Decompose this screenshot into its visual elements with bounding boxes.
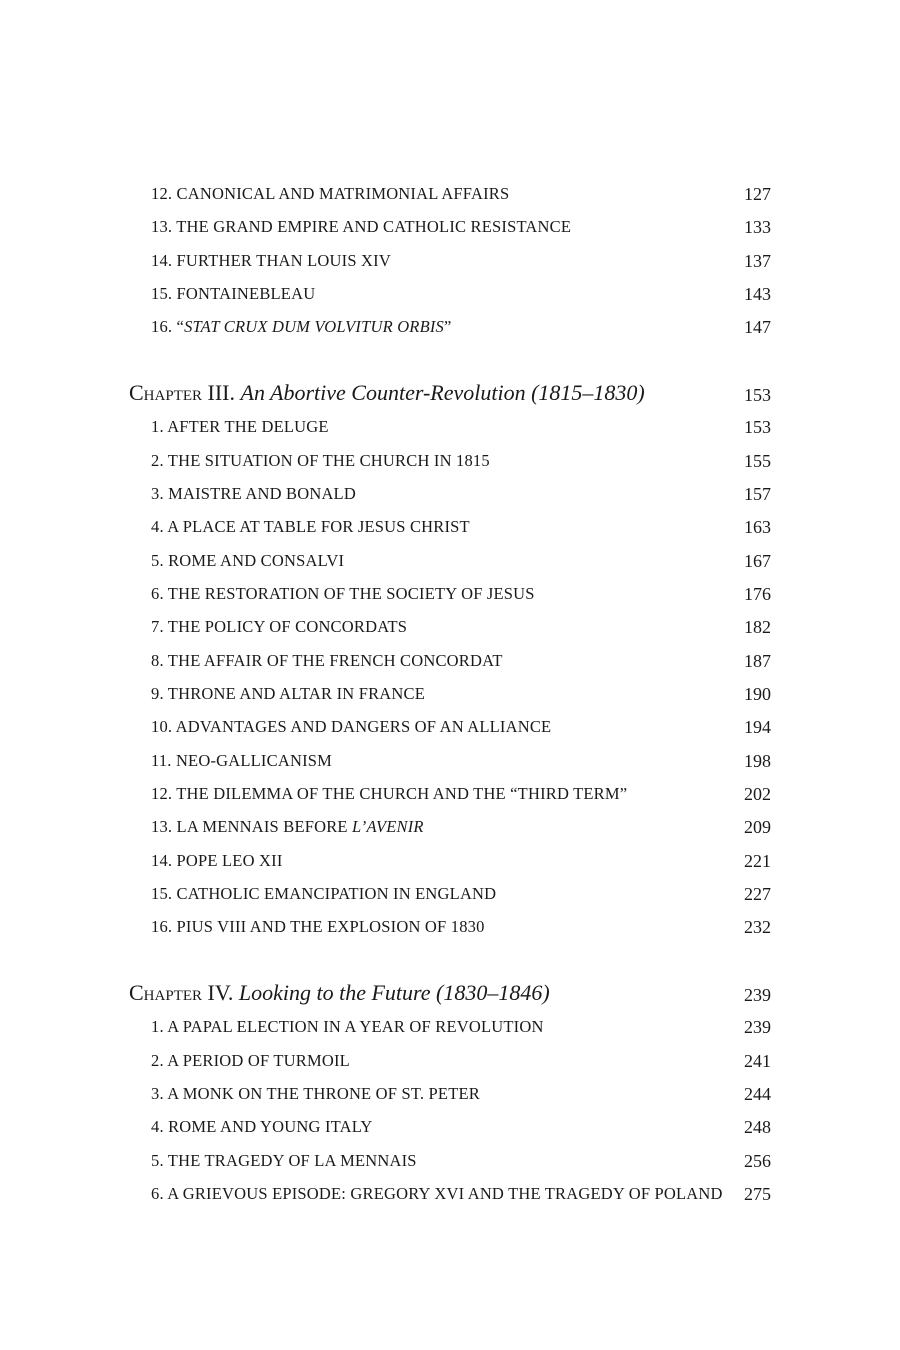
section-title: 16. PIUS VIII AND THE EXPLOSION OF 1830: [151, 917, 485, 936]
section-label: [151, 212, 571, 242]
section-title: 3. A MONK ON THE THRONE OF ST. PETER: [151, 1084, 480, 1103]
page-number: 153: [744, 417, 771, 437]
section-title: 14. POPE LEO XII: [151, 851, 283, 870]
page-number: 176: [744, 584, 771, 604]
section-label: [151, 1012, 544, 1042]
section-entry: [0, 612, 900, 642]
page-number: 198: [744, 751, 771, 771]
section-title: 2. THE SITUATION OF THE CHURCH IN 1815: [151, 451, 490, 470]
section-title: 14. FURTHER THAN LOUIS XIV: [151, 251, 391, 270]
chapter-number: Chapter IV.: [129, 980, 234, 1005]
section-label: [151, 312, 452, 342]
section-entry: [0, 912, 900, 942]
section-title-italic: STAT CRUX DUM VOLVITUR ORBIS: [184, 317, 445, 336]
section-entry: [0, 279, 900, 309]
section-title: 12. CANONICAL AND MATRIMONIAL AFFAIRS: [151, 184, 510, 203]
section-entry: [0, 246, 900, 276]
page-number: 232: [744, 917, 771, 937]
section-label: [151, 1146, 417, 1176]
section-entry: [0, 1012, 900, 1042]
page-number: 187: [744, 651, 771, 671]
section-entry: [0, 1179, 900, 1209]
chapter-entry: [0, 978, 900, 1008]
section-title: 10. ADVANTAGES AND DANGERS OF AN ALLIANCE: [151, 717, 552, 736]
section-label: [151, 179, 509, 209]
page-number: 221: [744, 851, 771, 871]
section-label: [151, 546, 344, 576]
chapter-number: Chapter III.: [129, 380, 235, 405]
section-entry: [0, 646, 900, 676]
section-entry: [0, 412, 900, 442]
section-title: 6. THE RESTORATION OF THE SOCIETY OF JESUS: [151, 584, 535, 603]
section-label: [151, 612, 407, 642]
page-number: 163: [744, 517, 771, 537]
section-label: [151, 912, 485, 942]
section-label: [151, 1046, 350, 1076]
section-entry: [0, 312, 900, 342]
section-label: [151, 279, 315, 309]
section-title: 15. FONTAINEBLEAU: [151, 284, 316, 303]
section-label: [151, 812, 424, 842]
section-title: 2. A PERIOD OF TURMOIL: [151, 1051, 350, 1070]
page-number: 143: [744, 284, 771, 304]
section-title: 15. CATHOLIC EMANCIPATION IN ENGLAND: [151, 884, 497, 903]
section-label: [151, 1112, 372, 1142]
page-number: 256: [744, 1151, 771, 1171]
chapter-entry: [0, 378, 900, 408]
section-title: 4. A PLACE AT TABLE FOR JESUS CHRIST: [151, 517, 470, 536]
section-label: [151, 846, 283, 876]
section-title: 6. A GRIEVOUS EPISODE: GREGORY XVI AND THE TRAGEDY OF POLAND: [151, 1184, 723, 1203]
section-entry: [0, 212, 900, 242]
section-label: [151, 646, 503, 676]
section-entry: [0, 446, 900, 476]
page-number: 241: [744, 1051, 771, 1071]
section-entry: [0, 1046, 900, 1076]
section-title: 13. THE GRAND EMPIRE AND CATHOLIC RESISTANCE: [151, 217, 572, 236]
section-entry: [0, 179, 900, 209]
section-entry: [0, 1146, 900, 1176]
section-label: [151, 246, 391, 276]
page-number: 239: [744, 985, 771, 1005]
page-number: 155: [744, 451, 771, 471]
section-entry: [0, 779, 900, 809]
section-title: 1. AFTER THE DELUGE: [151, 417, 329, 436]
section-title: 3. MAISTRE AND BONALD: [151, 484, 356, 503]
section-label: [151, 879, 496, 909]
page-number: 248: [744, 1117, 771, 1137]
section-title: 1. A PAPAL ELECTION IN A YEAR OF REVOLUTION: [151, 1017, 544, 1036]
page-number: 209: [744, 817, 771, 837]
page-number: 157: [744, 484, 771, 504]
page-number: 167: [744, 551, 771, 571]
page-number: 244: [744, 1084, 771, 1104]
chapter-title: An Abortive Counter-Revolution (1815–1830): [240, 380, 645, 405]
section-label: [151, 1079, 480, 1109]
section-label: [151, 679, 425, 709]
chapter-label: [129, 978, 550, 1008]
section-title: 7. THE POLICY OF CONCORDATS: [151, 617, 408, 636]
section-entry: [0, 1079, 900, 1109]
section-label: [151, 746, 332, 776]
section-entry: [0, 746, 900, 776]
page-number: 194: [744, 717, 771, 737]
section-label: [151, 446, 490, 476]
section-label: [151, 412, 329, 442]
section-entry: [0, 1112, 900, 1142]
section-title: 13. LA MENNAIS BEFORE: [151, 817, 353, 836]
chapter-title: Looking to the Future (1830–1846): [238, 980, 550, 1005]
section-entry: [0, 679, 900, 709]
section-entry: [0, 846, 900, 876]
page-number: 239: [744, 1017, 771, 1037]
page-number: 147: [744, 317, 771, 337]
page-number: 182: [744, 617, 771, 637]
section-entry: [0, 879, 900, 909]
section-entry: [0, 712, 900, 742]
section-entry: [0, 546, 900, 576]
page-number: 137: [744, 251, 771, 271]
chapter-label: [129, 378, 645, 408]
section-title: 11. NEO-GALLICANISM: [151, 751, 333, 770]
page-number: 202: [744, 784, 771, 804]
page-number: 227: [744, 884, 771, 904]
section-label: [151, 1179, 723, 1209]
section-entry: [0, 579, 900, 609]
page-number: 127: [744, 184, 771, 204]
section-title: 16. “: [151, 317, 185, 336]
section-label: [151, 512, 470, 542]
section-entry: [0, 479, 900, 509]
section-label: [151, 779, 627, 809]
section-title-end: ”: [444, 317, 452, 336]
section-label: [151, 579, 535, 609]
section-title: 12. THE DILEMMA OF THE CHURCH AND THE “THIRD TERM”: [151, 784, 628, 803]
section-label: [151, 479, 356, 509]
page-number: 275: [744, 1184, 771, 1204]
page-number: 133: [744, 217, 771, 237]
page-number: 153: [744, 385, 771, 405]
section-entry: [0, 512, 900, 542]
section-title-italic: L’AVENIR: [352, 817, 424, 836]
section-title: 4. ROME AND YOUNG ITALY: [151, 1117, 373, 1136]
section-title: 8. THE AFFAIR OF THE FRENCH CONCORDAT: [151, 651, 503, 670]
section-title: 5. ROME AND CONSALVI: [151, 551, 345, 570]
section-title: 9. THRONE AND ALTAR IN FRANCE: [151, 684, 426, 703]
section-entry: [0, 812, 900, 842]
section-label: [151, 712, 551, 742]
page-number: 190: [744, 684, 771, 704]
section-title: 5. THE TRAGEDY OF LA MENNAIS: [151, 1151, 417, 1170]
